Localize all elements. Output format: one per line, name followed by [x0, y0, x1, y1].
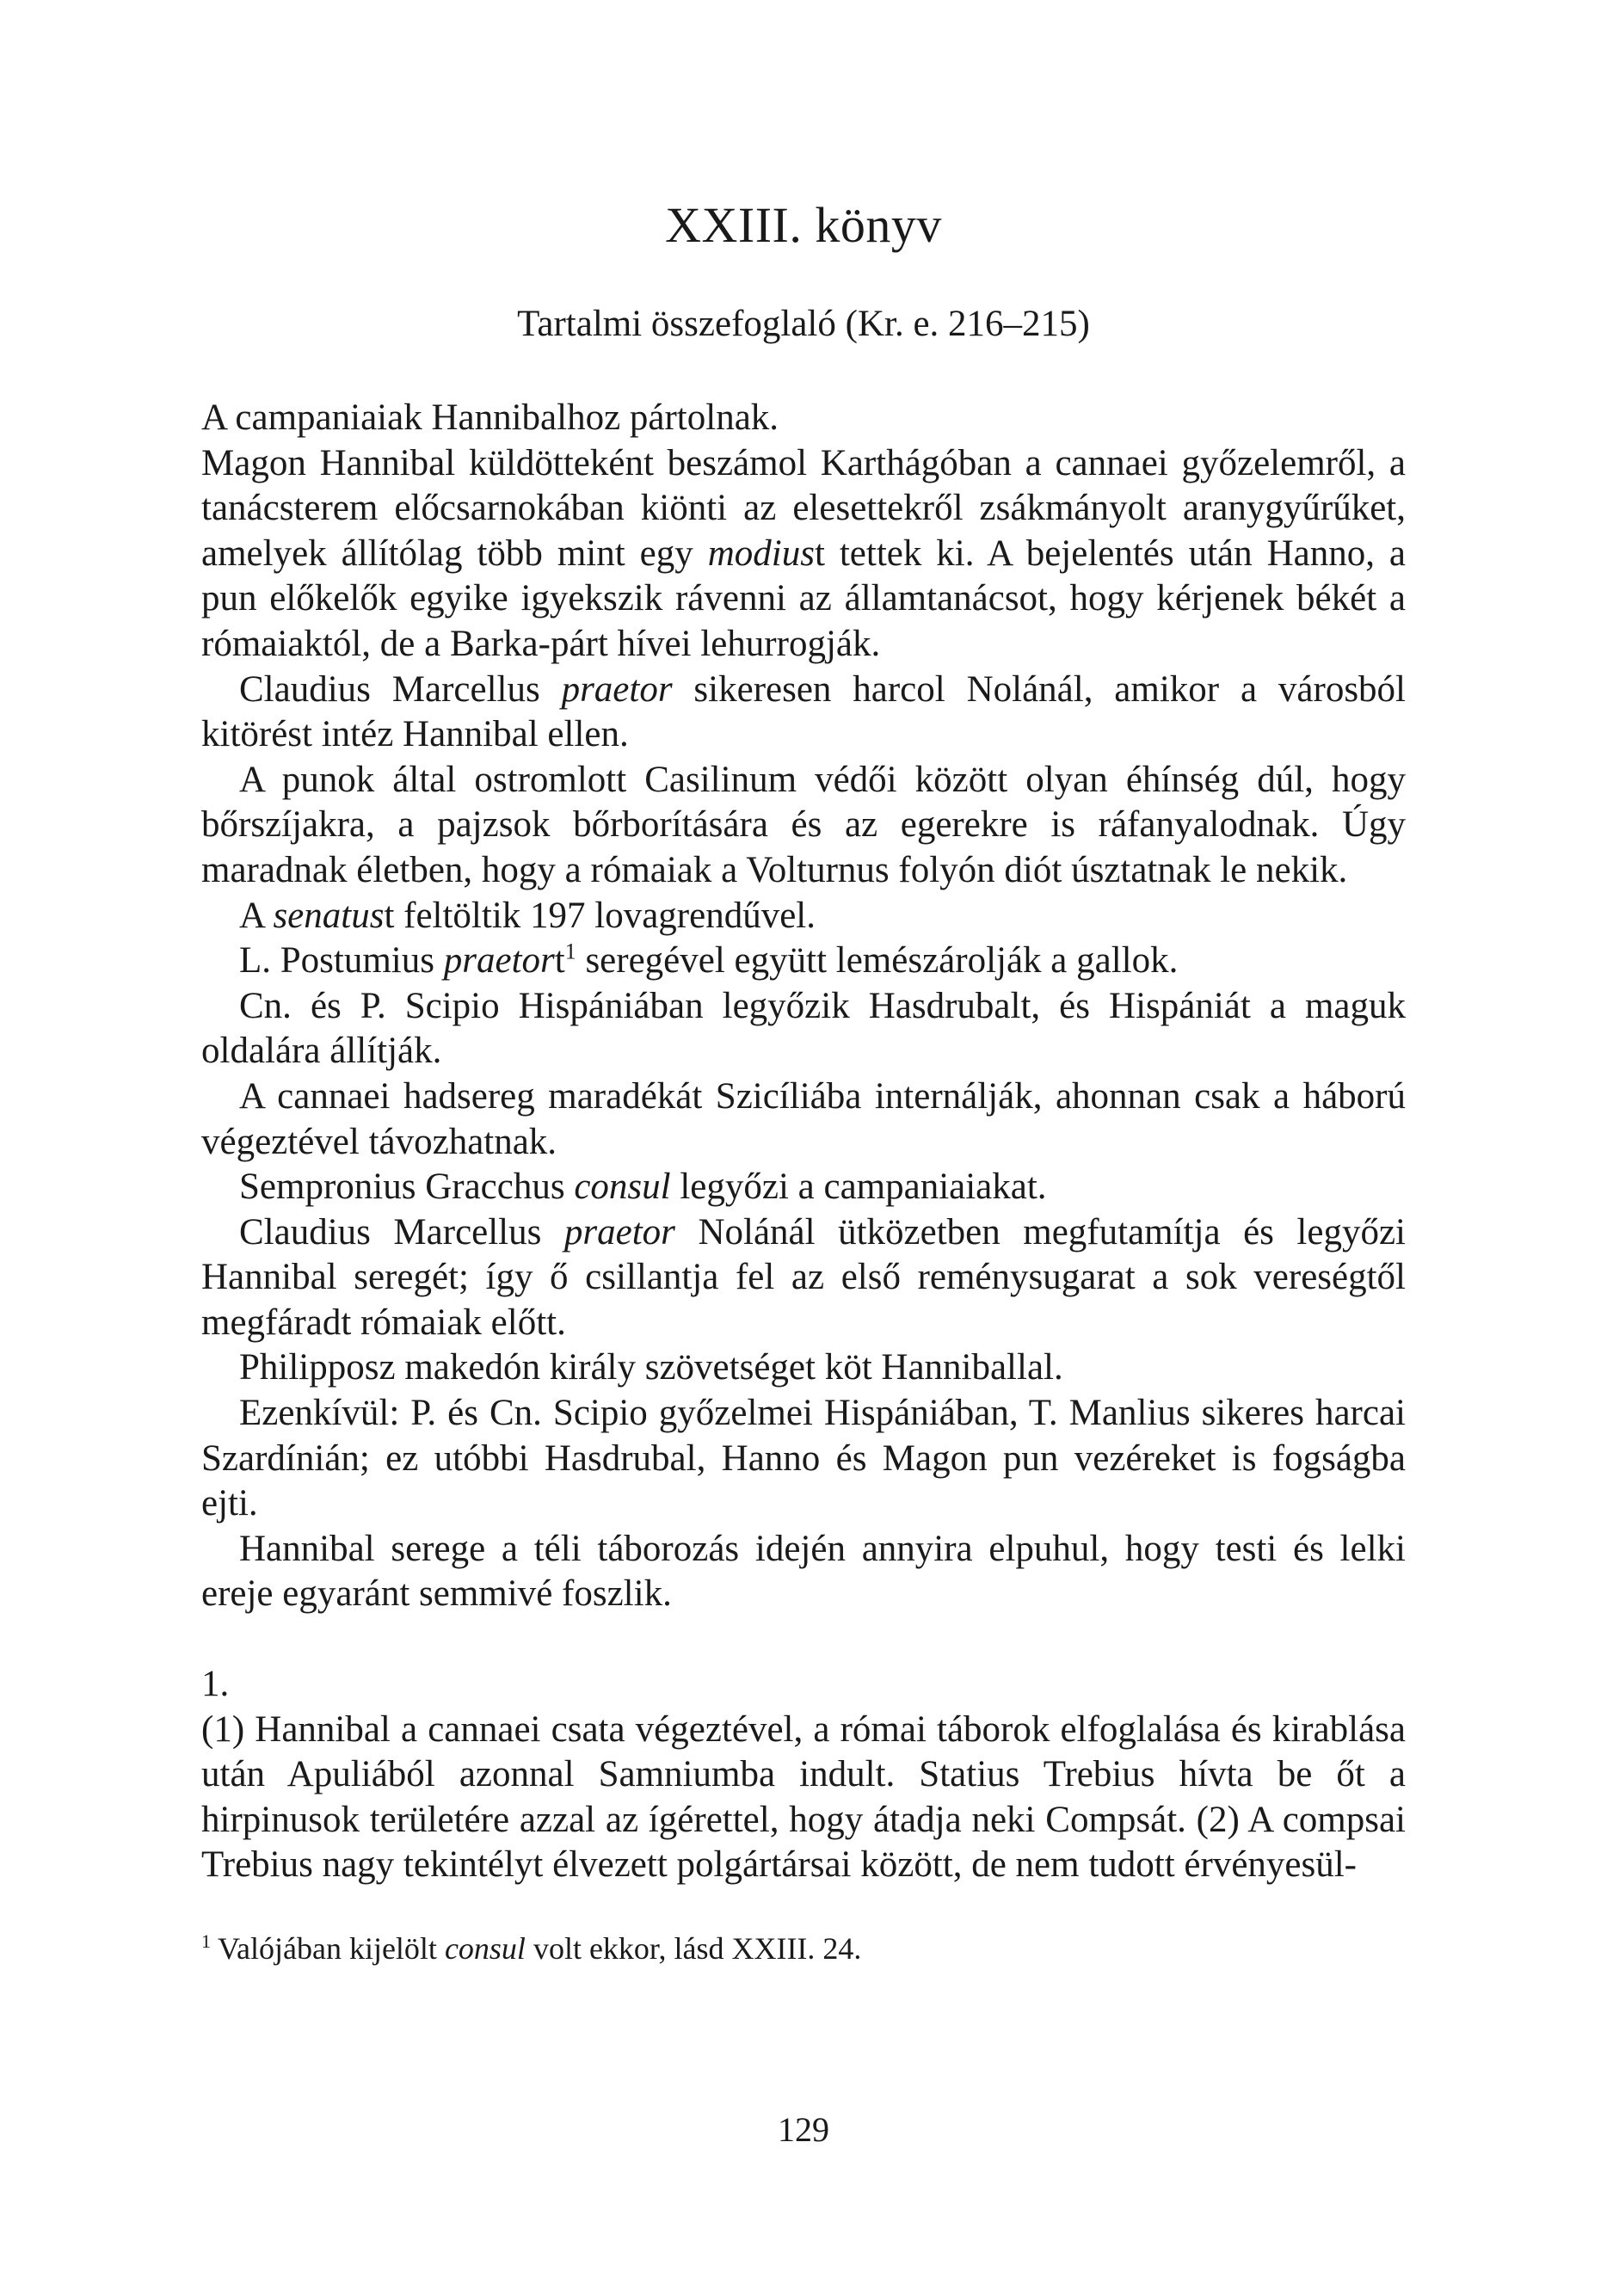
- page-body: [201, 396, 1406, 1888]
- section-number: 1.: [201, 1664, 230, 1705]
- footnote-marker: 1: [201, 1930, 211, 1952]
- footnote: $^1$ Valójában kijelölt consul volt ekkor, lásd XXIII. 24.: [201, 1930, 862, 1966]
- page-number: 129: [778, 2110, 829, 2149]
- chapter-title: XXIII. könyv: [665, 197, 942, 253]
- summary-paragraph: Philipposz makedón király szövetséget köt Hanniballal.: [239, 1347, 1063, 1388]
- summary-paragraph: A senatust feltöltik 197 lovagrendűvel.: [239, 895, 816, 936]
- summary-paragraph: A campaniaiak Hannibalhoz pártolnak.: [201, 397, 779, 438]
- summary-paragraph: Magon Hannibal küldötteként beszámol Karthágóban a cannaei győzelemről, a tanácsterem előcsarnokában kiönti az elesettekről zsákmányolt aranygyűrűket, amelyek állítólag több mint egy modiust tettek ki. A bejelentés után Hanno, a pun előkelők egyike igyekszik rávenni az államtanácsot, hogy kérjenek békét a rómaiaktól, de a Barka-párt hívei lehurrogják.: [201, 442, 1406, 664]
- section-text: (1) Hannibal a cannaei csata végeztével, a római táborok elfoglalása és kirablása után Apuliából azonnal Samniumba indult. Statius Trebius hívta be őt a hirpinusok területére azzal az ígérettel, hogy átadja neki Compsát. (2) A compsai Trebius nagy tekintélyt élvezett polgártársai között, de nem tudott érvényesül-: [201, 1708, 1406, 1886]
- summary-paragraph: A cannaei hadsereg maradékát Szicíliába internálják, ahonnan csak a háború végeztével távozhatnak.: [201, 1075, 1406, 1162]
- summary-paragraph: Cn. és P. Scipio Hispániában legyőzik Hasdrubalt, és Hispániát a maguk oldalára állítják.: [201, 985, 1406, 1072]
- summary-paragraph: Claudius Marcellus praetor sikeresen harcol Nolánál, amikor a városból kitörést intéz Hannibal ellen.: [201, 668, 1406, 755]
- footnote-reference[interactable]: 1: [564, 939, 576, 964]
- summary-paragraph: Hannibal serege a téli táborozás idején annyira elpuhul, hogy testi és lelki ereje egyaránt semmivé foszlik.: [201, 1528, 1406, 1615]
- summary-paragraph: A punok által ostromlott Casilinum védői között olyan éhínség dúl, hogy bőrszíjakra, a pajzsok bőrborítására és az egerekre is ráfanyalodnak. Úgy maradnak életben, hogy a rómaiak a Volturnus folyón diót úsztatnak le nekik.: [201, 759, 1406, 890]
- summary-paragraph: Sempronius Gracchus consul legyőzi a campaniaiakat.: [239, 1166, 1047, 1208]
- summary-paragraph: Ezenkívül: P. és Cn. Scipio győzelmei Hispániában, T. Manlius sikeres harcai Szardínián; ez utóbbi Hasdrubal, Hanno és Magon pun vezéreket is fogságba ejti.: [201, 1393, 1406, 1524]
- summary-paragraph: Claudius Marcellus praetor Nolánál ütközetben megfutamítja és legyőzi Hannibal seregét; így ő csillantja fel az első reménysugarat a sok vereségtől megfáradt rómaiak előtt.: [201, 1211, 1406, 1343]
- chapter-subtitle: Tartalmi összefoglaló (Kr. e. 216–215): [517, 304, 1090, 344]
- summary-paragraph: L. Postumius praetort$^1$ seregével együtt lemészárolják a gallok.: [239, 939, 1179, 982]
